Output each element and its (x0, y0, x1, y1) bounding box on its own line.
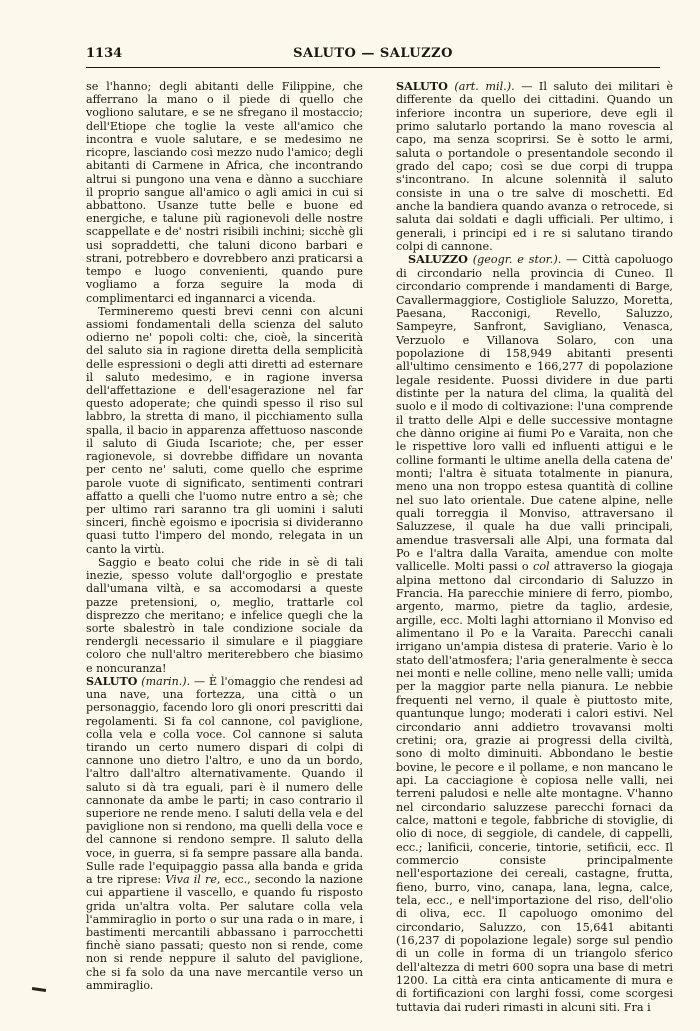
entry-specifier: (art. mil.). (454, 80, 515, 93)
entry-specifier: (marin.). (141, 674, 191, 688)
entry-body-tail: , ecc., secondo la nazione cui appartiene il vascello, e quando fu risposto grida un'altra volta. Per salutare colla vela l'ammiraglio in porto o sur una rada o in mare, i bastimenti mercantili abbassano i parrocchetti finchè siano passati; questo non si rende, come non si rende neppure il saluto del paviglione, che si fa solo da una nave mercantile verso un ammiraglio. (86, 873, 363, 992)
entry-specifier: (geogr. e stor.). (472, 253, 562, 267)
entry-body: — Città capoluogo di circondario nella provincia di Cuneo. Il circondario comprende i mandamenti di Barge, Cavallermaggiore, Costigliole Saluzzo, Moretta, Paesana, Racconigi, Revello, Saluzzo, Sampeyre, Sanfront, Savigliano, Venasca, Verzuolo e Villanova Solaro, con una popolazione di 158,949 abitanti presenti all'ultimo censimento e 166,277 di popolazione legale residente. Puossi dividere in due parti distinte per la natura del clima, la qualità del suolo e il modo di coltivazione: l'una comprende il tratto delle Alpi e delle successive montagne che dànno origine ai fiumi Po e Varaita, non che le rispettive loro valli ed influenti attigui e le colline formanti le ultime anella della catena de' monti; l'altra è situata totalmente in pianura, meno una non troppo estesa quantità di colline nel suo lato orientale. Due catene alpine, nelle quali torreggia il Monviso, attraversano il Saluzzese, il quale ha due valli principali, amendue trasversali alle Alpi, una formata dal Po e l'altra dalla Varaita, amendue con molte vallicelle. Molti passi o (396, 253, 674, 574)
entry-headword: SALUTO (396, 79, 448, 93)
running-title: SALUTO — SALUZZO (293, 46, 453, 61)
entry-body-tail: attraverso la giogaja alpina mettono dal circondario di Saluzzo in Francia. Ha parecchie miniere di ferro, piombo, argento, marmo, pietre da taglio, ardesie, argille, ecc. Molti laghi attorniano il Monviso ed alimentano il Po e la Varaita. Parecchi canali irrigano un'ampia distesa di praterie. Vario è lo stato dell'atmosfera; l'aria generalmente è secca nei monti e nelle colline, meno nelle valli; umida per la maggior parte nella pianura. Le nebbie frequenti nel verno, il quale è piuttosto mite, quantunque lungo; moderati i calori estivi. Nel circondario anni addietro trovavansi molti cretini; ora, grazie ai progressi della civiltà, sono di molto diminuiti. Abbondano le bestie bovine, le pecore e il pollame, e non mancano le api. La cacciagione è copiosa nelle valli, nei terreni paludosi e nelle alte montagne. V'hanno nel circondario saluzzese parecchi fornaci da calce, mattoni e tegole, fabbriche di stoviglie, di olio di noce, di seggiole, di candele, di cappelli, ecc.; lanificii, concerie, tintorie, setificii, ecc. Il commercio consiste principalmente nell'esportazione dei cereali, castagne, frutta, fieno, burro, vino, canapa, lana, legna, calce, tela, ecc., e nell'importazione del riso, dell'olio di oliva, ecc. Il capoluogo omonimo del circondario, Saluzzo, con 15,641 abitanti (16,237 di popolazione legale) sorge sul pendìo di un colle in forma di un triangolo sferico dell'altezza di metri 600 sopra una base di metri 1200. La città era cinta anticamente di mura e di fortificazioni con larghi fossi, come scorgesi tuttavia dai ruderi rimasti in alcuni siti. Fra i (396, 560, 673, 1014)
paragraph: Termineremo questi brevi cenni con alcuni assiomi fondamentali della scienza del saluto odierno ne' popoli colti: che, cioè, la sincerità del saluto sia in ragione diretta della semplicità delle espressioni o degli atti diretti ad esternare il saluto medesimo, e in ragione inversa dell'affettazione e dell'esagerazione nel far questo adoperate; che quindi spesso il riso sul labbro, la stretta di mano, il picchiamento sulla spalla, il bacio in apparenza affettuoso nasconde il saluto di Giuda Iscariote; che, per esser ragionevole, si dovrebbe diffidare un novanta per cento ne' saluti, come quello che esprime parole vuote di significato, sentimenti contrari affatto a quelli che l'uomo nutre entro a sè; che per ultimo rari saranno tra gli uomini i saluti sinceri, finchè egoismo e ipocrisia si divideranno quasi tutto l'impero del mondo, relegata in un canto la virtù. (86, 304, 363, 556)
page-header (86, 46, 660, 68)
header-rule (86, 67, 660, 68)
entry-term: col (533, 560, 550, 574)
entry-body: — È l'omaggio che rendesi ad una nave, una fortezza, una città o un personaggio, facendo loro gli onori prescritti dai regolamenti. Si fa col cannone, col paviglione, colla vela e colla voce. Col cannone si saluta tirando un certo numero dispari di colpi di cannone uno dietro l'altro, e uno da un bordo, l'altro dall'altro alternativamente. Quando il saluto si dà tra eguali, pari è il numero delle cannonate da ambe le parti; in caso contrario il superiore ne rende meno. I saluti della vela e del paviglione non si rendono, ma quelli della voce e del cannone si rendono sempre. Il saluto della voce, in guerra, si fa sempre passare alla banda. Sulle rade l'equipaggio passa alla banda e grida a tre riprese: (86, 674, 363, 887)
entry-headword: SALUTO (86, 674, 138, 688)
entry-body: — Il saluto dei militari è differente da quello dei cittadini. Quando un inferiore incontra un superiore, deve egli il primo salutarlo portando la mano rovescia al capo, ma senza scoprirsi. Se è sotto le armi, saluta o portandole o presentandole secondo il grado del capo; così se due corpi di truppa s'incontrano. In alcune solennità il saluto consiste in una o tre salve di moschetti. Ed anche la bandiera quando avanza o retrocede, si saluta dai soldati e dagli ufficiali. Per ultimo, i generali, i principi ed i re si salutano tirando colpi di cannone. (396, 80, 673, 254)
margin-mark (32, 987, 46, 992)
paragraph: Saggio e beato colui che ride in sè di tali inezie, spesso volute dall'orgoglio e prestate dall'umana viltà, e sa accomodarsi a queste pazze pretensioni, o, meglio, trattarle col disprezzo che meritano; e infelice quegli che la sorte sbalestrò in tale condizione sociale da rendergli necessario il simulare e il piaggiare coloro che null'altro meriterebbero che biasimo e noncuranza! (86, 555, 363, 675)
entry-saluzzo (396, 253, 673, 1014)
left-column (86, 80, 363, 992)
page-number: 1134 (86, 46, 123, 61)
entry-saluto-mil (396, 80, 673, 253)
paragraph: se l'hanno; degli abitanti delle Filippine, che afferrano la mano o il piede di quello che vogliono salutare, e se ne sfregano il mostaccio; dell'Etiope che toglie la veste all'amico che incontra e vuole salutare, e se medesimo ne ricopre, lasciando così mezzo nudo l'amico; degli abitanti di Carmene in Africa, che incontrando altrui si pungono una vena e dànno a succhiare il proprio sangue all'amico o agli amici in cui si abbattono. Usanze tutte belle e buone ed energiche, e talune più ragionevoli delle nostre scappellate e de' nostri risibili inchini; sicchè gli usi sopraddetti, che taluni dicono barbari e strani, potrebbero e dovrebbero anzi praticarsi a tempo e luogo convenienti, quando pure vogliamo a forza seguire la moda di complimentarci ed ingannarci a vicenda. (86, 80, 363, 305)
entry-quote: Viva il re (165, 873, 217, 887)
entry-saluto-marin (86, 675, 363, 992)
entry-headword: SALUZZO (408, 252, 468, 267)
right-column (396, 80, 673, 1014)
